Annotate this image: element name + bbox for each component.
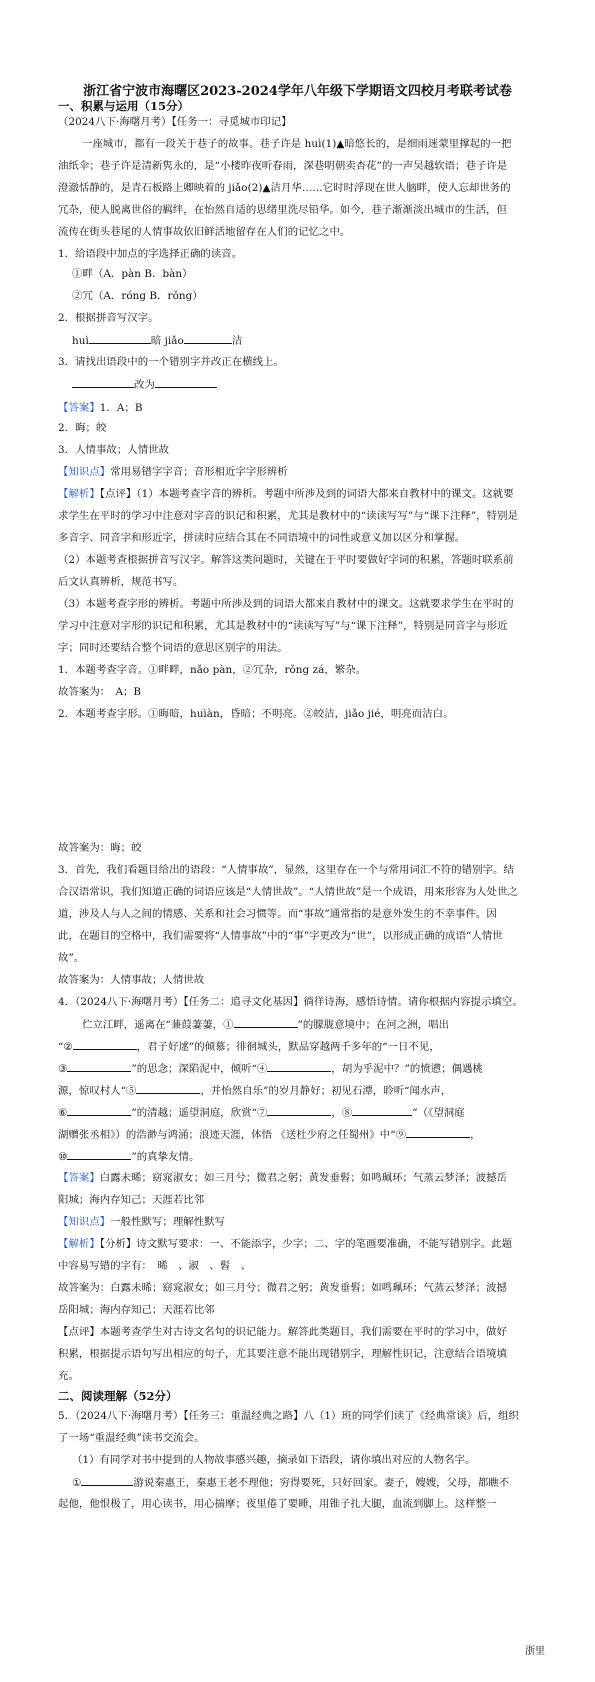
answer-tag: 【答案】 xyxy=(58,402,100,414)
answer-line xyxy=(58,1170,540,1186)
fill-text: 伫立江畔，遥离在“蒹葭萋萋，① xyxy=(82,1019,234,1031)
fill-text: ① xyxy=(72,1477,82,1489)
knowledge-text: 一般性默写；理解性默写 xyxy=(110,1216,226,1228)
fill-text: “② xyxy=(58,1041,73,1053)
answer-text: 白露未晞；窈窕淑女；如三月兮；微君之躬；黄发垂髫；如鸣珮环；气蒸云梦泽；波撼岳 xyxy=(99,1172,507,1184)
fill-text: ”的真挚友情。 xyxy=(131,1151,200,1163)
pinyin-jiao: 暗 jiǎo xyxy=(150,335,184,347)
knowledge-tag: 【知识点】 xyxy=(58,466,111,478)
answer-line: 3．人情事故；人情世故 xyxy=(58,444,170,456)
fill-text: ，胡为乎泥中？”的愤懑；偶遇桃 xyxy=(331,1063,483,1075)
knowledge-tag: 【知识点】 xyxy=(58,1216,111,1228)
answer-blank[interactable] xyxy=(234,1016,298,1028)
question-line: 4．（2024八下·海曙月考）【任务二：追寻文化基因】徜徉诗海，感悟诗情。请你根据内容提示填空。 xyxy=(58,996,523,1008)
answer-line xyxy=(58,400,540,416)
analysis-line: 【点评】本题考查学生对古诗文名句的识记能力。解答此类题目，我们需要在平时的学习中，做好 xyxy=(58,1326,507,1338)
question-line: 了一场“重温经典”读书交流会。 xyxy=(58,1432,205,1444)
answer-blank[interactable] xyxy=(406,1126,470,1138)
section-heading-1: 一、积累与运用（15分） xyxy=(58,99,190,113)
analysis-line: 故答案为：白露未晞；窈窕淑女；如三月兮；微君之躬；黄发垂髫；如鸣珮环；气蒸云梦泽；波撼 xyxy=(58,1282,507,1294)
poem-fill-line xyxy=(58,1104,540,1121)
poem-fill-line xyxy=(82,1016,540,1033)
passage-line: 流传在街头巷尾的人情事故依旧鲜活地留存在人们的记忆之中。 xyxy=(58,226,351,238)
passage-line: 油纸伞；巷子许是清新隽永的，是“小楼昨夜听春雨，深巷明朝卖杏花”的一声吴越软语；巷子许是 xyxy=(58,160,508,172)
change-to-label: 改为 xyxy=(134,379,155,391)
fill-text: ”的朦胧意境中；在河之洲，唱出 xyxy=(297,1019,450,1031)
analysis-line: 岳阳城；海内存知己；天涯若比邻 xyxy=(58,1304,215,1316)
analysis-line xyxy=(58,1236,540,1252)
analysis-text: 【点评】（1）本题考查字音的辨析。考题中所涉及到的词语大都来自教材中的课文。这就要 xyxy=(99,488,514,500)
analysis-line: 2．本题考查字形。①晦暗，huìàn，昏暗；不明亮。②皎洁，jiǎo jié，明亮而洁白。 xyxy=(58,708,454,720)
q1-source-line: （2024八下·海曙月考）【任务一：寻觅城市印记】 xyxy=(58,116,292,128)
passage-line: 冗杂，使人脱离世俗的羁绊，在怡然自适的思绪里洗尽铅华。如今，巷子渐渐淡出城市的生活，但 xyxy=(58,204,507,216)
fill-text: ⑥ xyxy=(58,1107,68,1119)
answer-blank[interactable] xyxy=(72,376,134,388)
fill-text: ”（《望洞庭 xyxy=(412,1107,465,1119)
answer-line: 阳城；海内存知己；天涯若比邻 xyxy=(58,1194,205,1206)
answer-blank[interactable] xyxy=(67,1104,131,1116)
analysis-line: 充。 xyxy=(58,1370,79,1382)
fill-text: 湖赠张丞相》）的浩渺与鸿涌；浪迹天涯，体悟 《送杜少府之任蜀州》中“⑨ xyxy=(58,1129,407,1141)
answer-blank[interactable] xyxy=(155,376,217,388)
question-line: 1．给语段中加点的字选择正确的读音。 xyxy=(58,248,243,260)
answer-blank[interactable] xyxy=(89,332,151,344)
analysis-line xyxy=(58,486,540,502)
option-line: ②冗（A．róng B．rǒng） xyxy=(72,290,203,302)
answer-blank[interactable] xyxy=(267,1060,331,1072)
poem-fill-line xyxy=(58,1060,540,1077)
section-heading-2: 二、阅读理解（52分） xyxy=(58,1389,178,1403)
analysis-line: 3．首先，我们看题目给出的语段：“人情事故”，显然，这里存在一个与常用词汇不符的错别字。结 xyxy=(58,864,514,876)
fill-text: ⑩ xyxy=(58,1151,68,1163)
fill-text: ”的清越；遥望洞庭，欣赏“⑦ xyxy=(131,1107,268,1119)
answer-blank[interactable] xyxy=(81,1474,133,1486)
question-line: 2．根据拼音写汉字。 xyxy=(58,312,159,324)
fill-blank-line xyxy=(72,332,540,349)
answer-blank[interactable] xyxy=(67,1148,131,1160)
answer-blank[interactable] xyxy=(184,332,232,344)
question-line: 5．（2024八下·海曙月考）【任务三：重温经典之路】八（1）班的同学们读了《经典常谈》后，组织 xyxy=(58,1410,519,1422)
passage-line: 澄澈恬静的，是青石板路上卿映着的 jiǎo(2)▲洁月华……它时时浮现在世人脑畔，使人忘却世务的 xyxy=(58,182,511,194)
answer-blank[interactable] xyxy=(352,1104,412,1116)
poem-fill-line xyxy=(58,1148,540,1165)
fill-text: 源，惊叹村人“⑤ xyxy=(58,1085,137,1097)
analysis-line: 积累，根据提示语句写出相应的句子，尤其要注意不能出现错别字，理解性识记，注意结合语境填 xyxy=(58,1348,507,1360)
question-line: （1）有同学对书中提到的人物故事感兴趣，摘录如下语段，请你填出对应的人物名字。 xyxy=(72,1454,476,1466)
knowledge-line xyxy=(58,464,540,480)
fill-text: ，⑧ xyxy=(331,1107,353,1119)
poem-fill-line xyxy=(58,1082,540,1099)
poem-fill-line xyxy=(58,1126,540,1143)
fill-text: ”的思念；深陷泥中，倾听“④ xyxy=(131,1063,268,1075)
analysis-line: 字；同时还要结合整个词语的意思区别字的用法。 xyxy=(58,642,288,654)
fill-text: ， xyxy=(470,1129,481,1141)
passage-line: 一座城市，都有一段关于巷子的故事。巷子许是 huì(1)▲暗悠长的，是细雨迷蒙里撑起的一把 xyxy=(82,138,512,150)
answer-line: 2．晦；皎 xyxy=(58,422,107,434)
analysis-tag: 【解析】 xyxy=(58,488,100,500)
correction-line xyxy=(72,376,540,393)
analysis-line: 道，涉及人与人之间的情感、关系和社会习惯等。而“事故”通常指的是意外发生的不幸事件。因 xyxy=(58,908,497,920)
analysis-line: 1．本题考查字音。①畔畔，nǎo pàn，②冗杂，rǒng zá，繁杂。 xyxy=(58,664,367,676)
fill-text: ，并怡然自乐”的岁月静好；初见石潭，聆听“闻水声， xyxy=(200,1085,452,1097)
fill-text: 游说秦惠王，秦惠王老不理他；穷得要死，只好回家。妻子，嫂嫂，父母，都瞧不 xyxy=(133,1477,510,1489)
poem-fill-line xyxy=(58,1038,540,1055)
analysis-line: 此，在题目的空格中，我们需要将“人情事故”中的“事”字更改为“世”，以形成正确的成语“人情世 xyxy=(58,930,503,942)
knowledge-line xyxy=(58,1214,540,1230)
answer-blank[interactable] xyxy=(267,1104,331,1116)
answer-blank[interactable] xyxy=(73,1038,137,1050)
fill-text: ③ xyxy=(58,1063,68,1075)
analysis-line: 故”。 xyxy=(58,952,85,964)
fill-text: ，君子好逑”的倾慕；徘徊城头，默品穿越两千多年的“一日不见， xyxy=(136,1041,440,1053)
document-title: 浙江省宁波市海曙区2023-2024学年八年级下学期语文四校月考联考试卷 xyxy=(83,84,512,99)
blank-suffix: 洁 xyxy=(231,335,243,347)
analysis-line: 学习中注意对字形的识记和积累，尤其是教材中的“读读写写”与“课下注释”，特别是同音字与形近 xyxy=(58,620,508,632)
page-footer-label: 浙里 xyxy=(525,1646,545,1657)
option-line: ①畔（A．pàn B．bàn） xyxy=(72,268,193,280)
analysis-line: 后文认真辨析，规范书写。 xyxy=(58,576,184,588)
answer-blank[interactable] xyxy=(136,1082,200,1094)
analysis-line: （2）本题考查根据拼音写汉字。解答这类问题时，关键在于平时要做好字词的积累，答题时联系前 xyxy=(58,554,514,566)
analysis-line: 多音字、同音字和形近字，拼读时应结合其在不同语境中的词性或意义加以区分和掌握。 xyxy=(58,532,466,544)
answer-tag: 【答案】 xyxy=(58,1172,100,1184)
pinyin-hui: huì xyxy=(72,335,89,347)
reading-line: 起他，他恨极了，用心读书，用心揣摩；夜里倦了要睡，用锥子扎大腿，血流到脚上。这样整一 xyxy=(58,1498,497,1510)
knowledge-text: 常用易错字字音；音形相近字字形辨析 xyxy=(110,466,288,478)
analysis-line: 合汉语常识，我们知道正确的词语应该是“人情世故”。“人情世故”是一个成语，用来形容为人处世之 xyxy=(58,886,518,898)
reading-fill-line xyxy=(72,1474,540,1491)
analysis-line: 故答案为： A；B xyxy=(58,686,142,698)
answer-blank[interactable] xyxy=(67,1060,131,1072)
question-line: 3．请找出语段中的一个错别字并改正在横线上。 xyxy=(58,356,284,368)
analysis-line: 故答案为：晦；皎 xyxy=(58,842,142,854)
analysis-tag: 【解析】 xyxy=(58,1238,100,1250)
analysis-line: 中容易写错的字有： 晞 、淑 、髫 、 xyxy=(58,1260,252,1272)
analysis-line: 求学生在平时的学习中注意对字音的识记和积累，尤其是教材中的“读读写写”与“课下注释”，特别是 xyxy=(58,510,518,522)
analysis-line: 故答案为：人情事故；人情世故 xyxy=(58,974,205,986)
answer-text: 1．A；B xyxy=(99,402,143,414)
analysis-text: 【分析】诗文默写要求：一、不能添字，少字；二、字的笔画要准确，不能写错别字。此题 xyxy=(99,1238,513,1250)
analysis-line: （3）本题考查字形的辨析。考题中所涉及到的词语大都来自教材中的课文。这就要求学生在平时的 xyxy=(58,598,514,610)
